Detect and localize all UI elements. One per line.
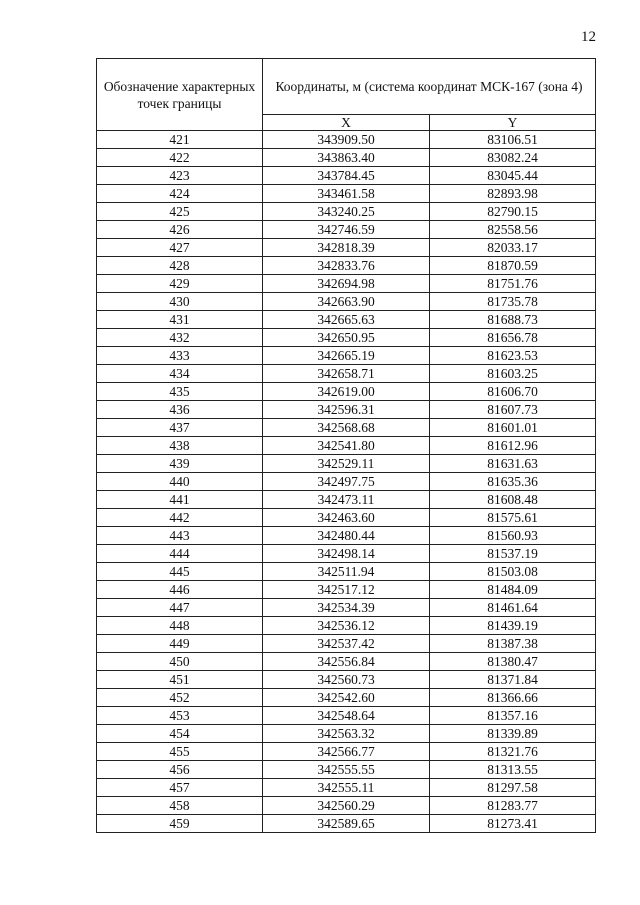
x-coordinate-cell: 342498.14 — [263, 545, 430, 563]
x-coordinate-cell: 342568.68 — [263, 419, 430, 437]
point-cell: 430 — [97, 293, 263, 311]
y-coordinate-cell: 82790.15 — [430, 203, 596, 221]
table-row — [97, 185, 596, 203]
table-row — [97, 203, 596, 221]
table-row — [97, 653, 596, 671]
point-cell: 422 — [97, 149, 263, 167]
header-y: Y — [430, 115, 596, 131]
y-coordinate-cell: 83082.24 — [430, 149, 596, 167]
table-row — [97, 419, 596, 437]
point-cell: 450 — [97, 653, 263, 671]
y-coordinate-cell: 81560.93 — [430, 527, 596, 545]
y-coordinate-cell: 81366.66 — [430, 689, 596, 707]
table-row — [97, 527, 596, 545]
y-coordinate-cell: 82558.56 — [430, 221, 596, 239]
y-coordinate-cell: 81607.73 — [430, 401, 596, 419]
y-coordinate-cell: 83106.51 — [430, 131, 596, 149]
point-cell: 424 — [97, 185, 263, 203]
x-coordinate-cell: 343240.25 — [263, 203, 430, 221]
table-row — [97, 617, 596, 635]
table-row — [97, 365, 596, 383]
table-row — [97, 329, 596, 347]
x-coordinate-cell: 342596.31 — [263, 401, 430, 419]
point-cell: 431 — [97, 311, 263, 329]
table-row — [97, 707, 596, 725]
point-cell: 447 — [97, 599, 263, 617]
point-cell: 453 — [97, 707, 263, 725]
header-x: X — [263, 115, 430, 131]
x-coordinate-cell: 343784.45 — [263, 167, 430, 185]
x-coordinate-cell: 342665.19 — [263, 347, 430, 365]
point-cell: 441 — [97, 491, 263, 509]
table-row — [97, 797, 596, 815]
y-coordinate-cell: 81503.08 — [430, 563, 596, 581]
y-coordinate-cell: 81751.76 — [430, 275, 596, 293]
point-cell: 456 — [97, 761, 263, 779]
point-cell: 434 — [97, 365, 263, 383]
point-cell: 442 — [97, 509, 263, 527]
y-coordinate-cell: 81631.63 — [430, 455, 596, 473]
x-coordinate-cell: 343863.40 — [263, 149, 430, 167]
x-coordinate-cell: 342746.59 — [263, 221, 430, 239]
x-coordinate-cell: 342480.44 — [263, 527, 430, 545]
point-cell: 432 — [97, 329, 263, 347]
x-coordinate-cell: 342534.39 — [263, 599, 430, 617]
point-cell: 458 — [97, 797, 263, 815]
y-coordinate-cell: 83045.44 — [430, 167, 596, 185]
x-coordinate-cell: 342473.11 — [263, 491, 430, 509]
y-coordinate-cell: 81461.64 — [430, 599, 596, 617]
point-cell: 438 — [97, 437, 263, 455]
x-coordinate-cell: 342555.55 — [263, 761, 430, 779]
y-coordinate-cell: 81439.19 — [430, 617, 596, 635]
point-cell: 449 — [97, 635, 263, 653]
x-coordinate-cell: 342833.76 — [263, 257, 430, 275]
point-cell: 452 — [97, 689, 263, 707]
point-cell: 429 — [97, 275, 263, 293]
table-header — [97, 59, 596, 131]
point-cell: 439 — [97, 455, 263, 473]
point-cell: 425 — [97, 203, 263, 221]
y-coordinate-cell: 81387.38 — [430, 635, 596, 653]
point-cell: 421 — [97, 131, 263, 149]
y-coordinate-cell: 81612.96 — [430, 437, 596, 455]
table-row — [97, 383, 596, 401]
table-row — [97, 779, 596, 797]
point-cell: 451 — [97, 671, 263, 689]
table-row — [97, 545, 596, 563]
y-coordinate-cell: 81635.36 — [430, 473, 596, 491]
table-row — [97, 581, 596, 599]
y-coordinate-cell: 81484.09 — [430, 581, 596, 599]
point-cell: 443 — [97, 527, 263, 545]
point-cell: 446 — [97, 581, 263, 599]
x-coordinate-cell: 342536.12 — [263, 617, 430, 635]
point-cell: 427 — [97, 239, 263, 257]
table-row — [97, 401, 596, 419]
x-coordinate-cell: 342511.94 — [263, 563, 430, 581]
x-coordinate-cell: 342556.84 — [263, 653, 430, 671]
table-row — [97, 347, 596, 365]
x-coordinate-cell: 342463.60 — [263, 509, 430, 527]
x-coordinate-cell: 342818.39 — [263, 239, 430, 257]
y-coordinate-cell: 81357.16 — [430, 707, 596, 725]
x-coordinate-cell: 342548.64 — [263, 707, 430, 725]
table-row — [97, 815, 596, 833]
point-cell: 426 — [97, 221, 263, 239]
y-coordinate-cell: 81603.25 — [430, 365, 596, 383]
x-coordinate-cell: 342555.11 — [263, 779, 430, 797]
x-coordinate-cell: 342542.60 — [263, 689, 430, 707]
y-coordinate-cell: 81575.61 — [430, 509, 596, 527]
table-row — [97, 491, 596, 509]
page-number: 12 — [581, 29, 596, 45]
x-coordinate-cell: 342658.71 — [263, 365, 430, 383]
point-cell: 444 — [97, 545, 263, 563]
point-cell: 437 — [97, 419, 263, 437]
y-coordinate-cell: 81608.48 — [430, 491, 596, 509]
point-cell: 448 — [97, 617, 263, 635]
y-coordinate-cell: 81371.84 — [430, 671, 596, 689]
point-cell: 435 — [97, 383, 263, 401]
x-coordinate-cell: 343909.50 — [263, 131, 430, 149]
table-row — [97, 725, 596, 743]
point-cell: 457 — [97, 779, 263, 797]
x-coordinate-cell: 342529.11 — [263, 455, 430, 473]
point-cell: 428 — [97, 257, 263, 275]
table-row — [97, 509, 596, 527]
table-row — [97, 239, 596, 257]
table-row — [97, 311, 596, 329]
x-coordinate-cell: 342665.63 — [263, 311, 430, 329]
coordinates-table — [96, 58, 596, 833]
table-row — [97, 257, 596, 275]
x-coordinate-cell: 342517.12 — [263, 581, 430, 599]
x-coordinate-cell: 343461.58 — [263, 185, 430, 203]
header-coordinates: Координаты, м (система координат МСК-167 (зона 4) — [263, 59, 596, 115]
point-cell: 433 — [97, 347, 263, 365]
table-row — [97, 563, 596, 581]
x-coordinate-cell: 342663.90 — [263, 293, 430, 311]
point-cell: 436 — [97, 401, 263, 419]
x-coordinate-cell: 342566.77 — [263, 743, 430, 761]
table-body — [97, 131, 596, 833]
table-row — [97, 167, 596, 185]
point-cell: 445 — [97, 563, 263, 581]
table-row — [97, 455, 596, 473]
table-row — [97, 293, 596, 311]
y-coordinate-cell: 81656.78 — [430, 329, 596, 347]
x-coordinate-cell: 342694.98 — [263, 275, 430, 293]
y-coordinate-cell: 81313.55 — [430, 761, 596, 779]
x-coordinate-cell: 342563.32 — [263, 725, 430, 743]
y-coordinate-cell: 81623.53 — [430, 347, 596, 365]
x-coordinate-cell: 342589.65 — [263, 815, 430, 833]
table-row — [97, 221, 596, 239]
y-coordinate-cell: 81537.19 — [430, 545, 596, 563]
table-row — [97, 473, 596, 491]
table-row — [97, 689, 596, 707]
x-coordinate-cell: 342537.42 — [263, 635, 430, 653]
x-coordinate-cell: 342541.80 — [263, 437, 430, 455]
x-coordinate-cell: 342560.73 — [263, 671, 430, 689]
table-row — [97, 761, 596, 779]
table-row — [97, 437, 596, 455]
y-coordinate-cell: 81688.73 — [430, 311, 596, 329]
point-cell: 459 — [97, 815, 263, 833]
y-coordinate-cell: 81321.76 — [430, 743, 596, 761]
y-coordinate-cell: 81273.41 — [430, 815, 596, 833]
y-coordinate-cell: 81380.47 — [430, 653, 596, 671]
table-row — [97, 635, 596, 653]
x-coordinate-cell: 342560.29 — [263, 797, 430, 815]
table-row — [97, 671, 596, 689]
header-point-designation: Обозначение характерных точек границы — [97, 59, 263, 131]
table-row — [97, 275, 596, 293]
y-coordinate-cell: 81606.70 — [430, 383, 596, 401]
point-cell: 455 — [97, 743, 263, 761]
table-row — [97, 743, 596, 761]
y-coordinate-cell: 81297.58 — [430, 779, 596, 797]
y-coordinate-cell: 81735.78 — [430, 293, 596, 311]
point-cell: 440 — [97, 473, 263, 491]
y-coordinate-cell: 82033.17 — [430, 239, 596, 257]
y-coordinate-cell: 81339.89 — [430, 725, 596, 743]
table-row — [97, 149, 596, 167]
point-cell: 423 — [97, 167, 263, 185]
y-coordinate-cell: 82893.98 — [430, 185, 596, 203]
y-coordinate-cell: 81283.77 — [430, 797, 596, 815]
y-coordinate-cell: 81601.01 — [430, 419, 596, 437]
y-coordinate-cell: 81870.59 — [430, 257, 596, 275]
x-coordinate-cell: 342497.75 — [263, 473, 430, 491]
point-cell: 454 — [97, 725, 263, 743]
table-row — [97, 599, 596, 617]
x-coordinate-cell: 342650.95 — [263, 329, 430, 347]
x-coordinate-cell: 342619.00 — [263, 383, 430, 401]
table-row — [97, 131, 596, 149]
